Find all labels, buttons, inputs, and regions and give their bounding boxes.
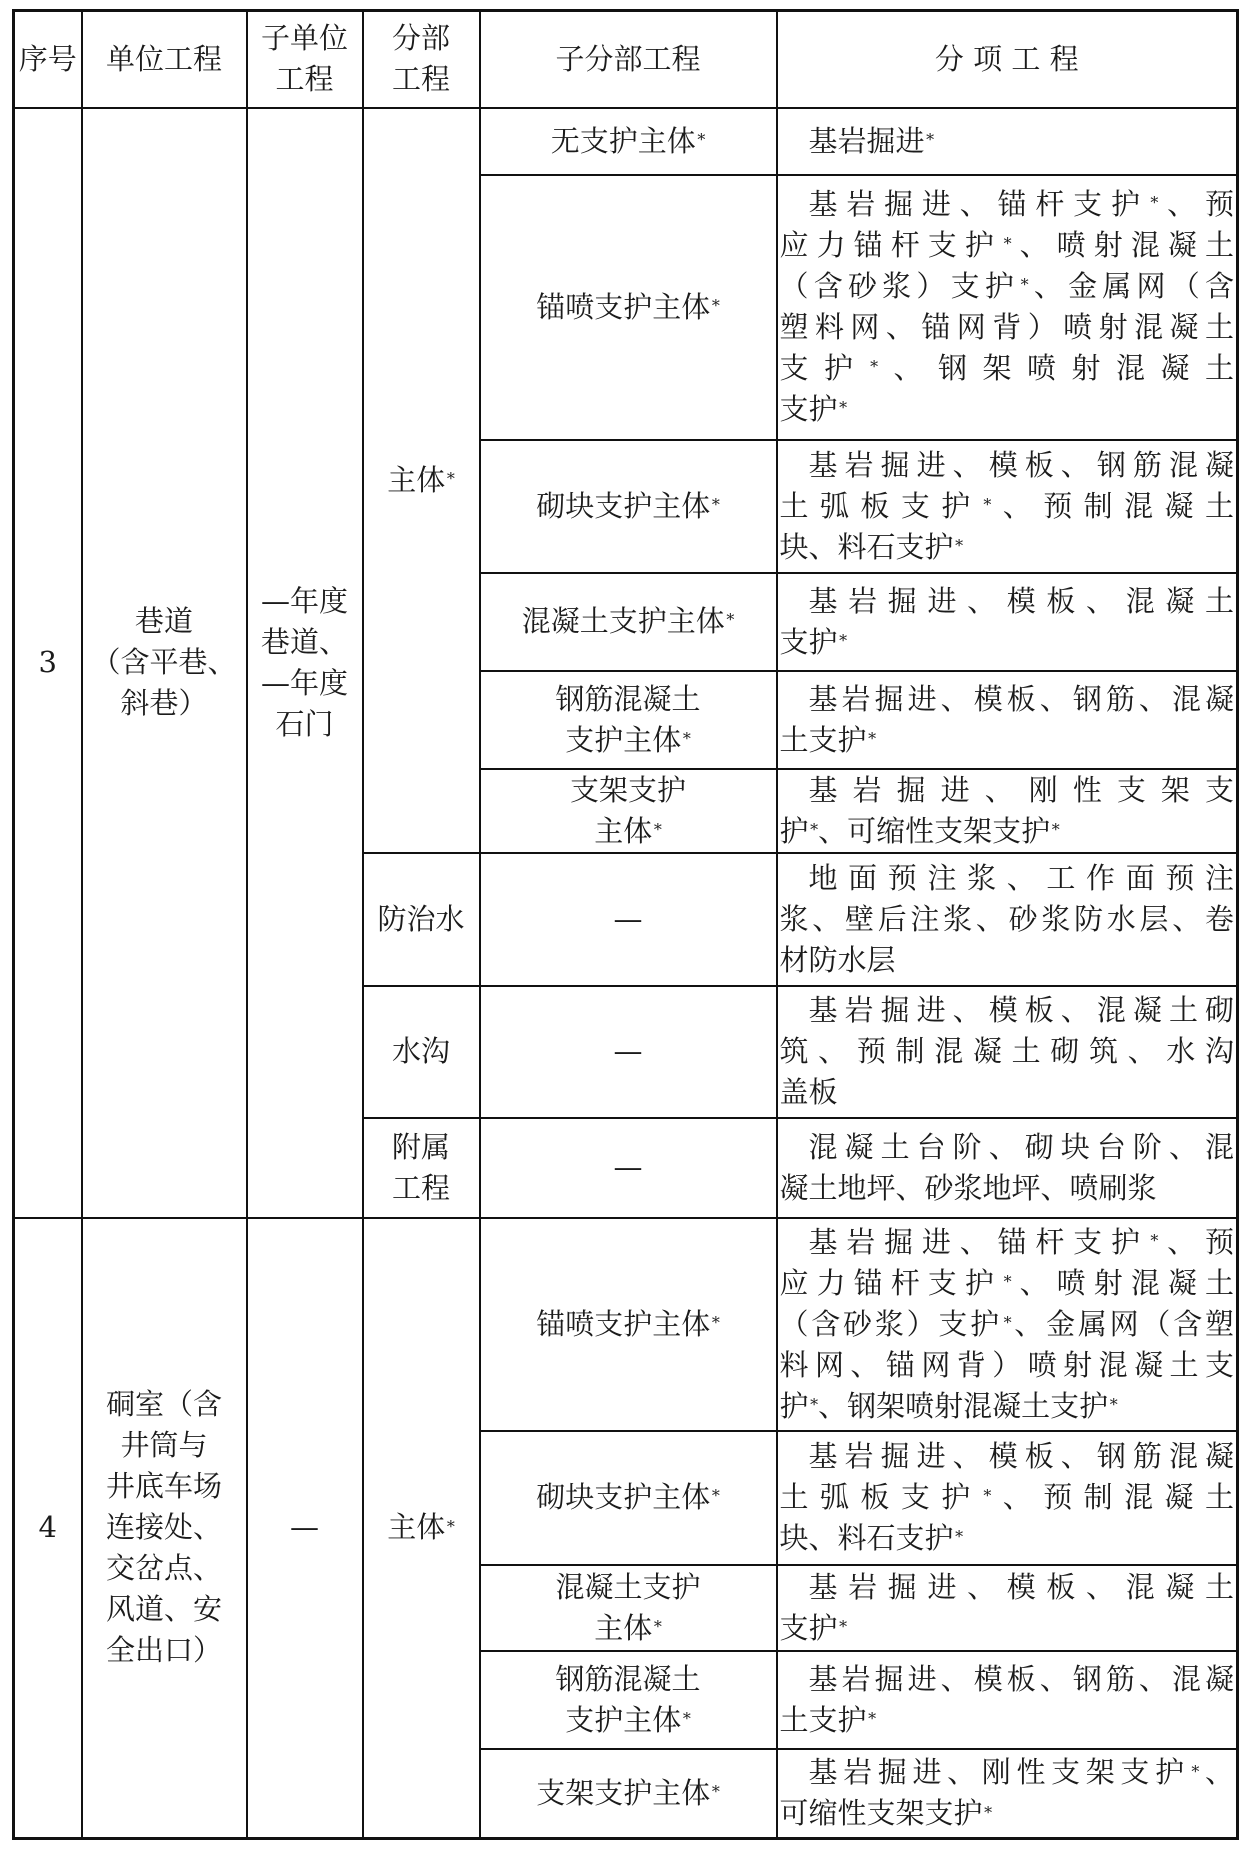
item-line: 基岩掘进、模板、钢筋混凝 [808, 1439, 1234, 1473]
item-line: 料网、锚网背）喷射混凝土支 [779, 1347, 1234, 1382]
item-line: 基岩掘进、模板、钢筋、混凝 [808, 1661, 1234, 1696]
table-row [14, 1218, 1238, 1431]
asterisk-mark: * [653, 1616, 662, 1636]
item-line: 地面预注浆、工作面预注 [808, 860, 1234, 895]
item-line: 浆、壁后注浆、砂浆防水层、卷 [779, 901, 1234, 936]
header-label: 单位工程 [105, 41, 222, 76]
item-line: 塑料网、锚网背）喷射混凝土 [779, 310, 1234, 344]
item-line: 基岩掘进、模板、钢筋混凝 [808, 447, 1234, 482]
header-seq [14, 11, 82, 108]
item-cell [777, 1565, 1238, 1651]
item-line: 基岩掘进、锚杆支护*、预 [808, 1224, 1234, 1259]
item-line: 土弧板支护*、预制混凝土 [779, 488, 1234, 523]
unit-project-line: 风道、安 [105, 1592, 222, 1627]
item-cell [777, 1218, 1238, 1431]
asterisk-mark: * [711, 1782, 720, 1802]
empty-dash: — [290, 1510, 319, 1545]
sub-division-line: 支护主体* [565, 1702, 691, 1737]
seq-number: 4 [38, 1510, 57, 1545]
item-line: 支护* [779, 1610, 848, 1645]
asterisk-mark: * [926, 129, 935, 149]
sub-division-cell [480, 1118, 777, 1218]
item-cell [777, 1431, 1238, 1565]
sub-division-cell [480, 1749, 777, 1839]
sub-division-cell [480, 769, 777, 853]
header-division-project [363, 11, 480, 108]
item-line: 土弧板支护*、预制混凝土 [779, 1480, 1234, 1514]
item-line: 基岩掘进、刚性支架支 [808, 772, 1234, 807]
item-cell [777, 573, 1238, 671]
sub-division-line: 主体* [594, 813, 662, 848]
item-line: 块、料石支护* [779, 1521, 964, 1555]
division-cell [363, 986, 480, 1118]
asterisk-mark: * [839, 1616, 848, 1636]
item-cell [777, 986, 1238, 1118]
header-sub-division-project [480, 11, 777, 108]
header-sub-unit-project [247, 11, 363, 108]
asterisk-mark: * [955, 1527, 964, 1547]
asterisk-mark: * [1003, 234, 1012, 254]
unit-project-line: 连接处、 [105, 1510, 222, 1545]
asterisk-mark: * [726, 610, 735, 630]
division-cell [363, 853, 480, 986]
header-label: 工程 [275, 62, 334, 97]
asterisk-mark: * [682, 728, 691, 748]
item-cell [777, 853, 1238, 986]
item-line: 应力锚杆支护*、喷射混凝土 [779, 228, 1234, 262]
sub-division-cell [480, 853, 777, 986]
header-item-project [777, 11, 1238, 108]
seq-number: 3 [38, 645, 57, 679]
asterisk-mark: * [955, 535, 964, 555]
asterisk-mark: * [839, 630, 848, 650]
table-row [14, 108, 1238, 175]
sub-division-cell [480, 1218, 777, 1431]
seq-cell [14, 1218, 82, 1839]
sub-unit-project-cell [247, 108, 363, 1218]
item-line: 土支护* [779, 1702, 877, 1737]
asterisk-mark: * [682, 1708, 691, 1728]
sub-unit-project-cell [247, 1218, 363, 1839]
division-cell [363, 108, 480, 853]
header-label: 序号 [18, 41, 77, 76]
sub-division-cell [480, 1565, 777, 1651]
header-label: 分部 [391, 21, 450, 56]
item-line: 可缩性支架支护* [779, 1796, 993, 1831]
sub-division-cell [480, 175, 777, 440]
item-cell [777, 1118, 1238, 1218]
asterisk-mark: * [810, 1394, 819, 1414]
header-label: 工程 [391, 62, 450, 97]
empty-dash: — [613, 1150, 643, 1184]
header-label: 子分部工程 [555, 41, 701, 76]
asterisk-mark: * [868, 728, 877, 748]
sub-division-line: 支架支护 [569, 772, 686, 807]
unit-project-line: 井筒与 [120, 1428, 208, 1463]
asterisk-mark: * [446, 468, 455, 488]
item-line: 基岩掘进、模板、混凝土砌 [808, 993, 1234, 1027]
item-line: （含砂浆）支护*、金属网（含塑 [779, 1306, 1234, 1341]
sub-division-line: 砌块支护主体* [536, 488, 720, 523]
sub-division-line: 锚喷支护主体* [536, 1306, 720, 1341]
sub-unit-project-line: —年度 [260, 665, 348, 700]
sub-division-line: 混凝土支护主体* [521, 604, 735, 638]
asterisk-mark: * [1109, 1394, 1118, 1414]
item-cell [777, 1651, 1238, 1749]
item-line: 盖板 [779, 1075, 838, 1109]
item-line: 支护*、钢架喷射混凝土 [779, 351, 1234, 385]
empty-dash: — [613, 901, 643, 936]
item-line: 应力锚杆支护*、喷射混凝土 [779, 1265, 1234, 1300]
sub-unit-project-line: 巷道、 [260, 624, 348, 659]
unit-project-cell [82, 1218, 247, 1839]
asterisk-mark: * [711, 295, 720, 315]
asterisk-mark: * [711, 494, 720, 514]
item-line: 土支护* [779, 722, 877, 757]
header-unit-project [82, 11, 247, 108]
empty-dash: — [613, 1034, 643, 1068]
division-line: 防治水 [377, 901, 465, 936]
sub-division-line: 砌块支护主体* [536, 1480, 720, 1514]
header-label: 子单位 [260, 21, 348, 56]
item-line: 基岩掘进、模板、混凝土 [808, 1569, 1234, 1604]
sub-division-cell [480, 671, 777, 769]
unit-project-line: （含平巷、 [91, 645, 237, 679]
item-line: 基岩掘进、刚性支架支护*、 [808, 1755, 1234, 1790]
asterisk-mark: * [697, 129, 706, 149]
item-line: 材防水层 [779, 942, 896, 977]
header-row [14, 11, 1238, 108]
unit-project-line: 巷道 [134, 604, 193, 638]
asterisk-mark: * [1150, 1230, 1159, 1250]
sub-division-cell [480, 1651, 777, 1749]
sub-unit-project-line: 石门 [275, 706, 334, 741]
item-line: 基岩掘进、模板、钢筋、混凝 [808, 681, 1234, 716]
asterisk-mark: * [870, 357, 879, 377]
asterisk-mark: * [839, 398, 848, 418]
item-line: 支护* [779, 392, 848, 426]
sub-division-line: 锚喷支护主体* [536, 289, 720, 324]
header-label: 分 项 工 程 [934, 41, 1079, 76]
division-cell [363, 1118, 480, 1218]
sub-division-line: 支架支护主体* [536, 1775, 720, 1810]
asterisk-mark: * [1003, 1312, 1012, 1332]
sub-division-line: 无支护主体* [550, 123, 706, 158]
asterisk-mark: * [1051, 819, 1060, 839]
item-line: 块、料石支护* [779, 529, 964, 564]
sub-division-cell [480, 573, 777, 671]
asterisk-mark: * [868, 1708, 877, 1728]
asterisk-mark: * [810, 819, 819, 839]
asterisk-mark: * [711, 1486, 720, 1506]
item-line: 基岩掘进、锚杆支护*、预 [808, 187, 1234, 221]
item-line: 护*、钢架喷射混凝土支护* [779, 1388, 1118, 1423]
asterisk-mark: * [1020, 275, 1029, 295]
item-cell [777, 440, 1238, 573]
division-line: 工程 [391, 1170, 450, 1205]
asterisk-mark: * [983, 494, 992, 514]
division-line: 附属 [391, 1129, 450, 1164]
asterisk-mark: * [653, 819, 662, 839]
asterisk-mark: * [1003, 1271, 1012, 1291]
sub-division-line: 钢筋混凝土 [555, 681, 701, 716]
project-division-table [12, 9, 1239, 1840]
item-line: 基岩掘进、模板、混凝土 [808, 583, 1234, 618]
unit-project-line: 交岔点、 [105, 1551, 222, 1586]
asterisk-mark: * [983, 1486, 992, 1506]
sub-division-cell [480, 440, 777, 573]
division-line: 主体* [387, 1510, 455, 1545]
item-cell [777, 1749, 1238, 1839]
division-cell [363, 1218, 480, 1839]
sub-division-line: 钢筋混凝土 [555, 1661, 701, 1696]
division-line: 主体* [387, 462, 455, 497]
asterisk-mark: * [984, 1802, 993, 1822]
item-cell [777, 108, 1238, 175]
item-line: 筑、预制混凝土砌筑、水沟 [779, 1034, 1234, 1068]
division-line: 水沟 [391, 1034, 450, 1068]
sub-division-cell [480, 108, 777, 175]
item-line: 护*、可缩性支架支护* [779, 813, 1060, 848]
asterisk-mark: * [1150, 193, 1159, 213]
item-line: 凝土地坪、砂浆地坪、喷刷浆 [779, 1170, 1157, 1205]
unit-project-line: 井底车场 [105, 1469, 222, 1504]
item-line: （含砂浆）支护*、金属网（含 [779, 269, 1234, 303]
sub-division-cell [480, 986, 777, 1118]
unit-project-line: 斜巷） [120, 686, 208, 720]
item-line: 支护* [779, 624, 848, 659]
item-cell [777, 175, 1238, 440]
item-cell [777, 769, 1238, 853]
unit-project-cell [82, 108, 247, 1218]
item-line: 基岩掘进* [808, 123, 935, 158]
seq-cell [14, 108, 82, 1218]
sub-division-line: 混凝土支护 [555, 1569, 701, 1604]
unit-project-line: 全出口） [105, 1633, 222, 1668]
sub-division-line: 支护主体* [565, 722, 691, 757]
item-cell [777, 671, 1238, 769]
unit-project-line: 硐室（含 [105, 1387, 222, 1422]
sub-division-cell [480, 1431, 777, 1565]
item-line: 混凝土台阶、砌块台阶、混 [808, 1129, 1234, 1164]
sub-division-line: 主体* [594, 1610, 662, 1645]
sub-unit-project-line: —年度 [260, 583, 348, 618]
asterisk-mark: * [1191, 1761, 1200, 1781]
asterisk-mark: * [446, 1516, 455, 1536]
asterisk-mark: * [711, 1312, 720, 1332]
